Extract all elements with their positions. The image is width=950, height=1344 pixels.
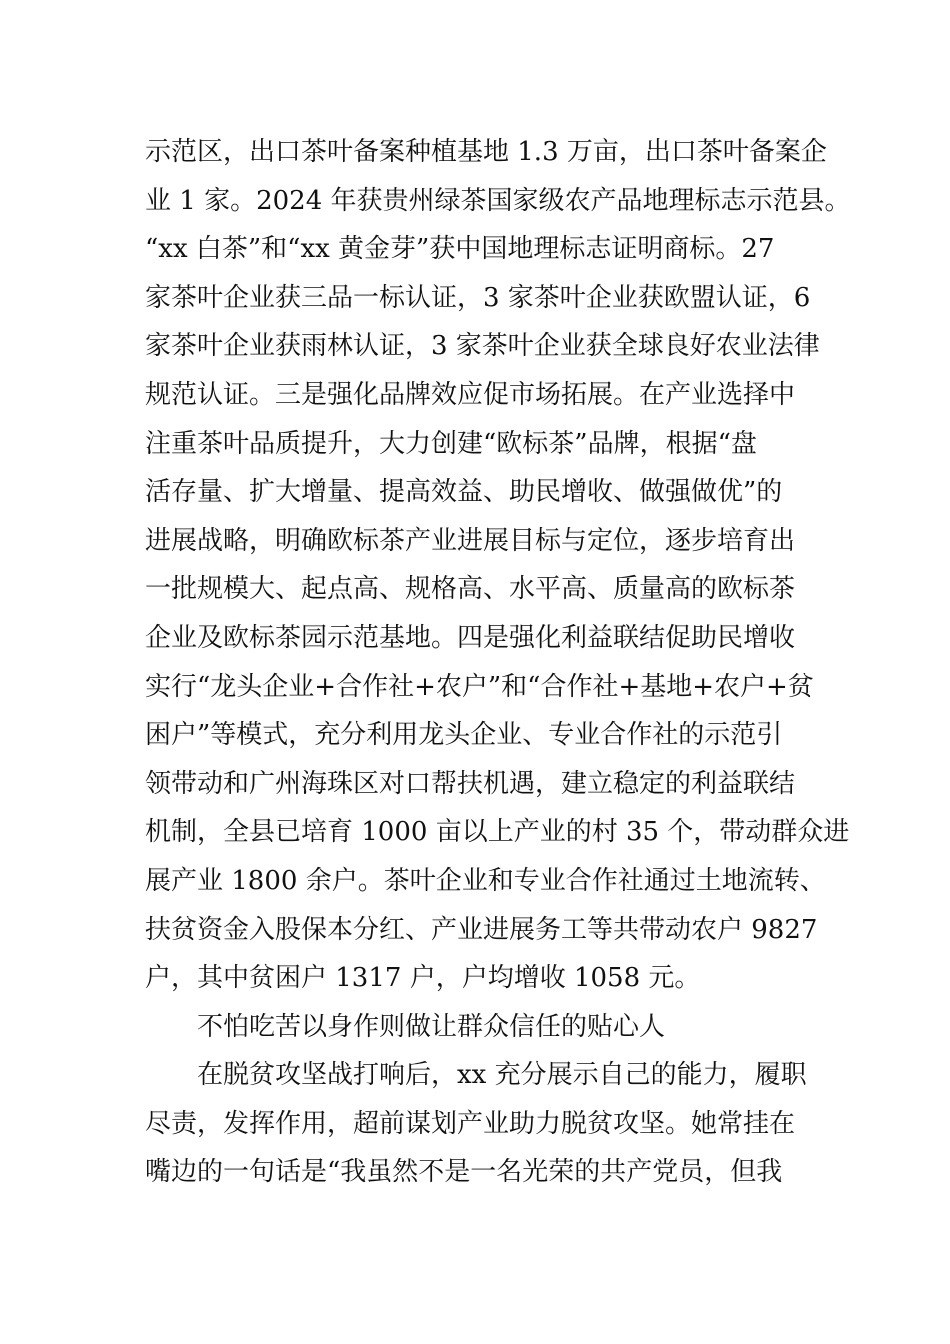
text-line: 在脱贫攻坚战打响后，xx 充分展示自己的能力，履职 [197, 1060, 807, 1091]
text-line: 户，其中贫困户 1317 户，户均增收 1058 元。 [145, 963, 701, 994]
text-line: 实行“龙头企业+合作社+农户”和“合作社+基地+农户+贫 [145, 671, 814, 702]
text-line: 尽责，发挥作用，超前谋划产业助力脱贫攻坚。她常挂在 [145, 1108, 796, 1139]
text-line: 展产业 1800 余户。茶叶企业和专业合作社通过土地流转、 [145, 865, 826, 896]
text-line: 注重茶叶品质提升，大力创建“欧标茶”品牌，根据“盘 [145, 428, 757, 459]
text-line: 扶贫资金入股保本分红、产业进展务工等共带动农户 9827 [145, 914, 818, 945]
text-line: 业 1 家。2024 年获贵州绿茶国家级农产品地理标志示范县。 [145, 185, 851, 216]
text-line: 机制，全县已培育 1000 亩以上产业的村 35 个，带动群众进 [145, 817, 850, 848]
text-line: 家茶叶企业获三品一标认证，3 家茶叶企业获欧盟认证，6 [145, 282, 811, 313]
text-line: 困户”等模式，充分利用龙头企业、专业合作社的示范引 [145, 720, 783, 751]
document-body [145, 128, 851, 1197]
text-line: 活存量、扩大增量、提高效益、助民增收、做强做优”的 [145, 477, 783, 508]
text-line: 嘴边的一句话是“我虽然不是一名光荣的共产党员，但我 [145, 1157, 783, 1188]
text-line: 一批规模大、起点高、规格高、水平高、质量高的欧标茶 [145, 574, 796, 605]
text-line: 进展战略，明确欧标茶产业进展目标与定位，逐步培育出 [145, 525, 796, 556]
text-line: 示范区，出口茶叶备案种植基地 1.3 万亩，出口茶叶备案企 [145, 137, 827, 167]
text-line: 规范认证。三是强化品牌效应促市场拓展。在产业选择中 [145, 379, 796, 410]
text-line: “xx 白茶”和“xx 黄金芽”获中国地理标志证明商标。27 [145, 234, 775, 265]
section-heading: 不怕吃苦以身作则做让群众信任的贴心人 [197, 1011, 666, 1042]
text-line: 领带动和广州海珠区对口帮扶机遇，建立稳定的利益联结 [145, 768, 796, 799]
text-line: 家茶叶企业获雨林认证，3 家茶叶企业获全球良好农业法律 [145, 331, 820, 362]
text-line: 企业及欧标茶园示范基地。四是强化利益联结促助民增收 [145, 622, 796, 653]
